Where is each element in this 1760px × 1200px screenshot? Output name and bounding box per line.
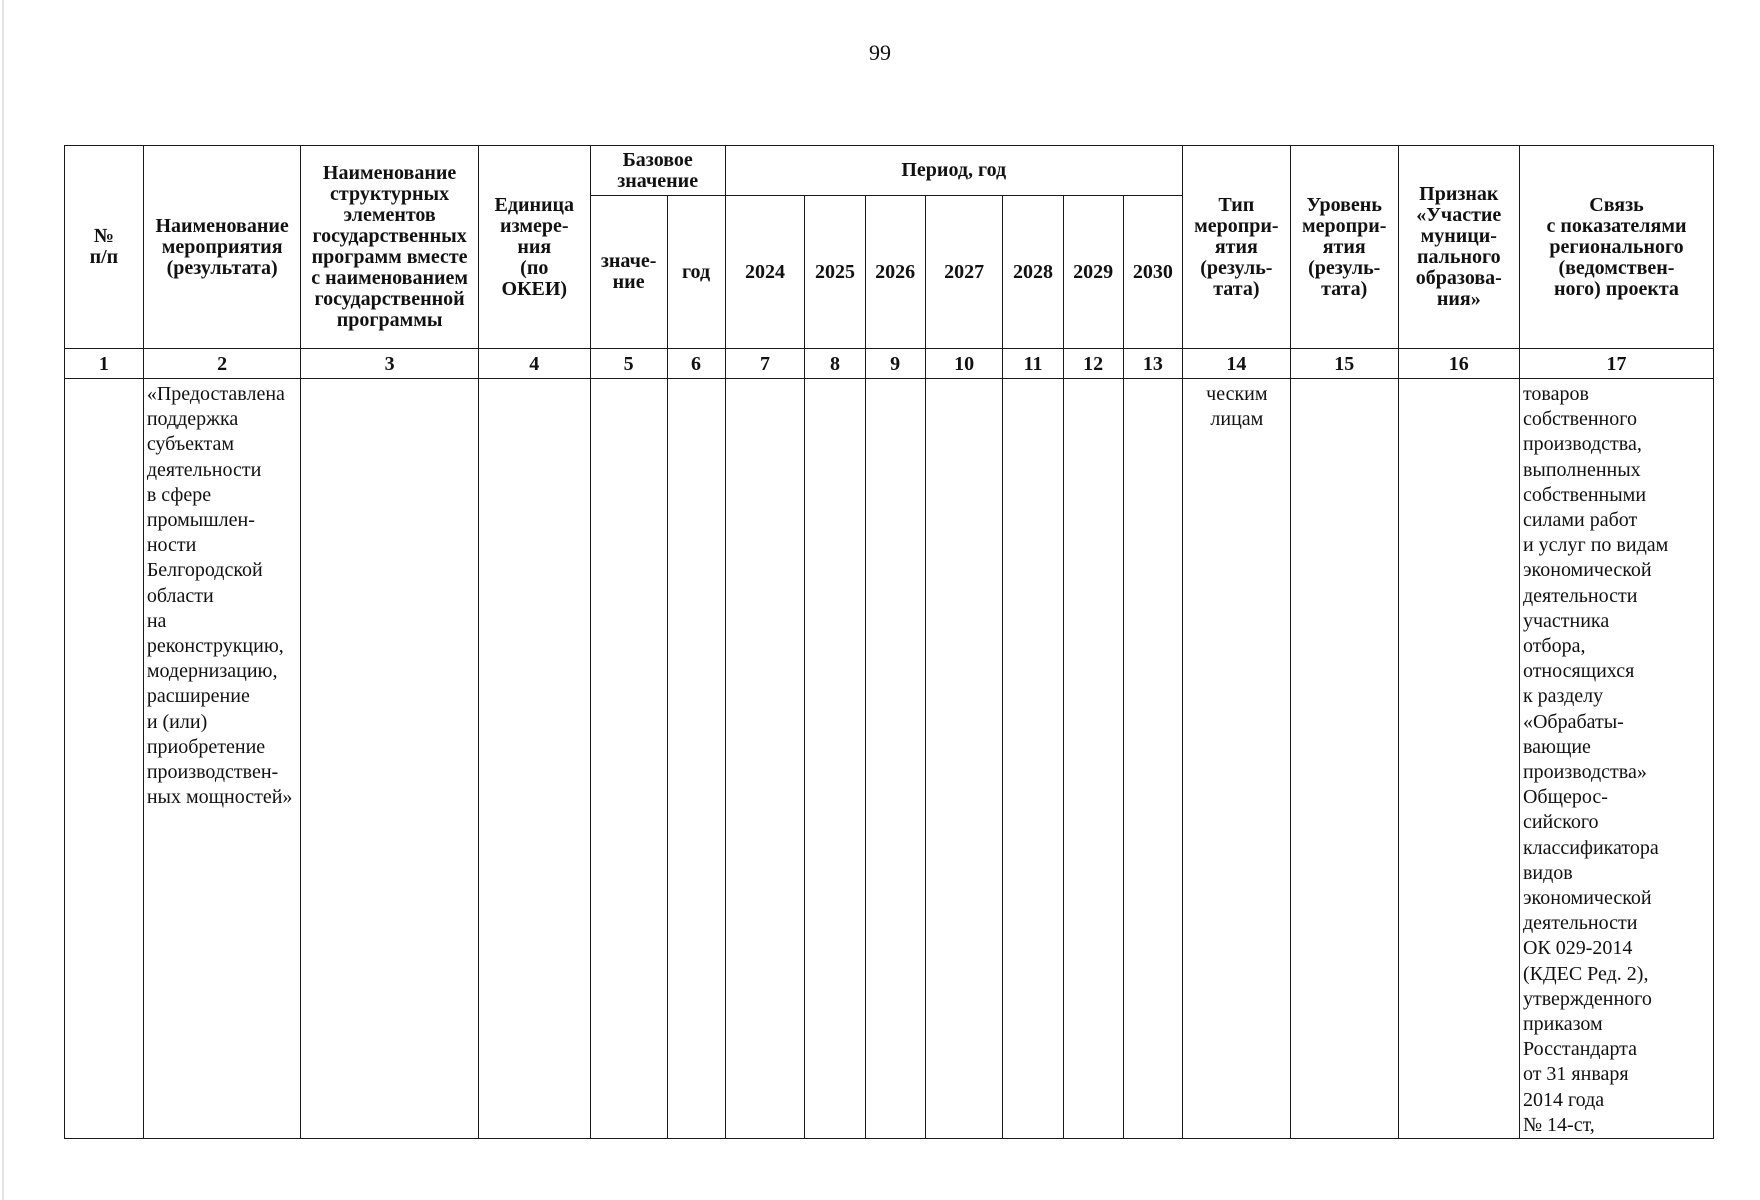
header-period-group: Период, год [725, 146, 1182, 196]
column-number: 11 [1003, 349, 1063, 379]
column-number: 16 [1398, 349, 1519, 379]
column-number: 8 [805, 349, 865, 379]
column-number-row [65, 349, 1714, 379]
cell-measure-type: ческим лицам [1182, 379, 1290, 1139]
header-year-2025: 2025 [805, 196, 865, 349]
column-number: 4 [478, 349, 590, 379]
header-base-value-group: Базовое значение [590, 146, 725, 196]
cell-2027 [925, 379, 1003, 1139]
cell-measure-level [1290, 379, 1398, 1139]
cell-2029 [1063, 379, 1123, 1139]
column-number: 6 [667, 349, 725, 379]
column-number: 2 [143, 349, 301, 379]
column-number: 5 [590, 349, 667, 379]
header-year-2030: 2030 [1123, 196, 1182, 349]
header-year-2024: 2024 [725, 196, 805, 349]
table-row [65, 379, 1714, 1139]
header-base-year: год [667, 196, 725, 349]
cell-2030 [1123, 379, 1182, 1139]
cell-base-year [667, 379, 725, 1139]
cell-2026 [865, 379, 925, 1139]
cell-regional-link: товаров собственного производства, выполненных собственными силами работ и услуг по видам экономической деятельности участника отбора, относящихся к разделу «Обрабаты- вающие производства» Общерос- сийского классификатора видов экономической деятельности ОК 029-2014 (КДЕС Ред. 2), утвержденного приказом Росстандарта от 31 января 2014 года № 14-ст, [1519, 379, 1713, 1139]
cell-2028 [1003, 379, 1063, 1139]
header-year-2026: 2026 [865, 196, 925, 349]
cell-structural-elements [301, 379, 478, 1139]
column-number: 14 [1182, 349, 1290, 379]
header-col-measure-name: Наименование мероприятия (результата) [143, 146, 301, 349]
column-number: 10 [925, 349, 1003, 379]
column-number: 9 [865, 349, 925, 379]
scan-edge-line [2, 0, 4, 1200]
header-col-municipal-participation: Признак «Участие муници- пального образова- ния» [1398, 146, 1519, 349]
header-col-unit: Единица измере- ния (по ОКЕИ) [478, 146, 590, 349]
cell-unit [478, 379, 590, 1139]
header-col-measure-level: Уровень меропри- ятия (резуль- тата) [1290, 146, 1398, 349]
column-number: 7 [725, 349, 805, 379]
cell-2024 [725, 379, 805, 1139]
cell-measure-name: «Предоставлена поддержка субъектам деятельности в сфере промышлен- ности Белгородской области на реконструкцию, модернизацию, расширение и (или) приобретение производствен- ных мощностей» [143, 379, 301, 1139]
column-number: 3 [301, 349, 478, 379]
column-number: 13 [1123, 349, 1182, 379]
header-col-structural-elements: Наименование структурных элементов государственных программ вместе с наименованием государственной программы [301, 146, 478, 349]
cell-municipal-participation [1398, 379, 1519, 1139]
header-base-value: значе- ние [590, 196, 667, 349]
header-year-2027: 2027 [925, 196, 1003, 349]
header-row-top [65, 146, 1714, 196]
column-number: 12 [1063, 349, 1123, 379]
header-year-2029: 2029 [1063, 196, 1123, 349]
page-number: 99 [869, 40, 891, 65]
column-number: 1 [65, 349, 144, 379]
cell-number [65, 379, 144, 1139]
cell-2025 [805, 379, 865, 1139]
header-col-number: № п/п [65, 146, 144, 349]
column-number: 15 [1290, 349, 1398, 379]
column-number: 17 [1519, 349, 1713, 379]
measures-table [64, 145, 1714, 1139]
header-col-measure-type: Тип меропри- ятия (резуль- тата) [1182, 146, 1290, 349]
header-year-2028: 2028 [1003, 196, 1063, 349]
header-col-regional-link: Связь с показателями регионального (ведомствен- ного) проекта [1519, 146, 1713, 349]
cell-base-value [590, 379, 667, 1139]
